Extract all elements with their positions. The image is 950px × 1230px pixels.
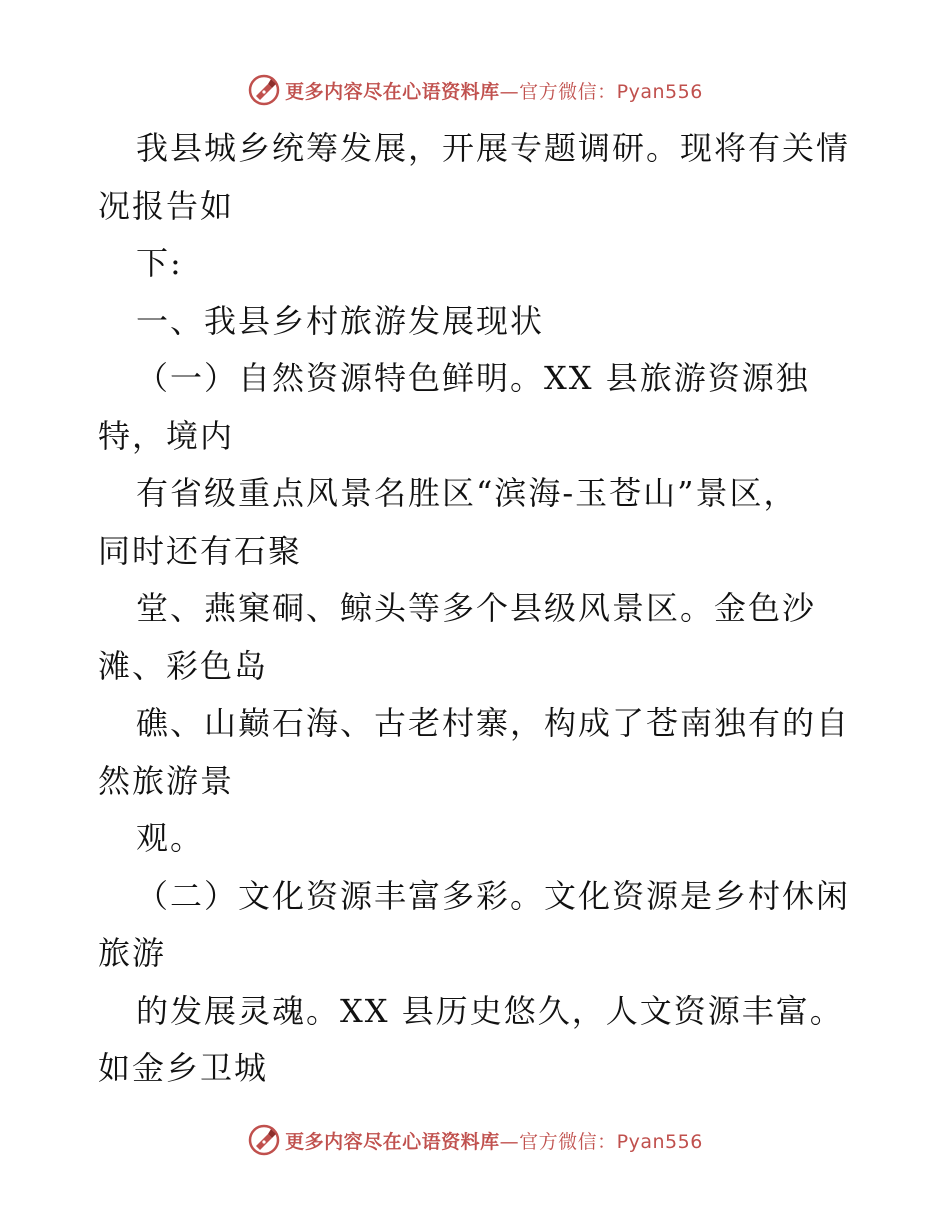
text-line: 况报告如 xyxy=(98,186,235,225)
footer-banner-sub: —官方微信：Pyan556 xyxy=(499,1130,703,1153)
text-line: 有省级重点风景名胜区“滨海-玉苍山”景区， xyxy=(136,474,798,512)
footer-banner xyxy=(0,1120,950,1160)
text-line: 观。 xyxy=(136,819,205,857)
pen-nib-logo-icon xyxy=(247,1123,281,1157)
text-line: 同时还有石聚 xyxy=(98,531,303,570)
document-body xyxy=(98,120,878,1098)
text-line: 然旅游景 xyxy=(98,761,235,800)
text-line: 礁、山巅石海、古老村寨，构成了苍南独有的自 xyxy=(136,704,851,742)
pen-nib-logo-icon xyxy=(247,73,281,107)
text-line: 如金乡卫城 xyxy=(98,1049,269,1087)
text-line: （一）自然资源特色鲜明。XX 县旅游资源独 xyxy=(136,359,810,397)
header-banner-main: 更多内容尽在心语资料库 xyxy=(285,80,500,103)
text-line: 堂、燕窠硐、鲸头等多个县级风景区。金色沙 xyxy=(136,589,817,627)
text-line: （二）文化资源丰富多彩。文化资源是乡村休闲 xyxy=(136,876,851,915)
text-line: 滩、彩色岛 xyxy=(98,646,269,685)
text-line: 我县城乡统筹发展，开展专题调研。现将有关情 xyxy=(136,129,851,167)
text-line: 特，境内 xyxy=(98,416,235,455)
text-line: 旅游 xyxy=(98,934,167,972)
header-banner-sub: —官方微信：Pyan556 xyxy=(499,80,703,103)
text-line: 一、我县乡村旅游发展现状 xyxy=(136,301,545,340)
text-line: 的发展灵魂。XX 县历史悠久，人文资源丰富。 xyxy=(136,991,844,1030)
header-banner xyxy=(0,70,950,110)
footer-banner-main: 更多内容尽在心语资料库 xyxy=(285,1130,500,1153)
text-line: 下: xyxy=(136,244,183,282)
